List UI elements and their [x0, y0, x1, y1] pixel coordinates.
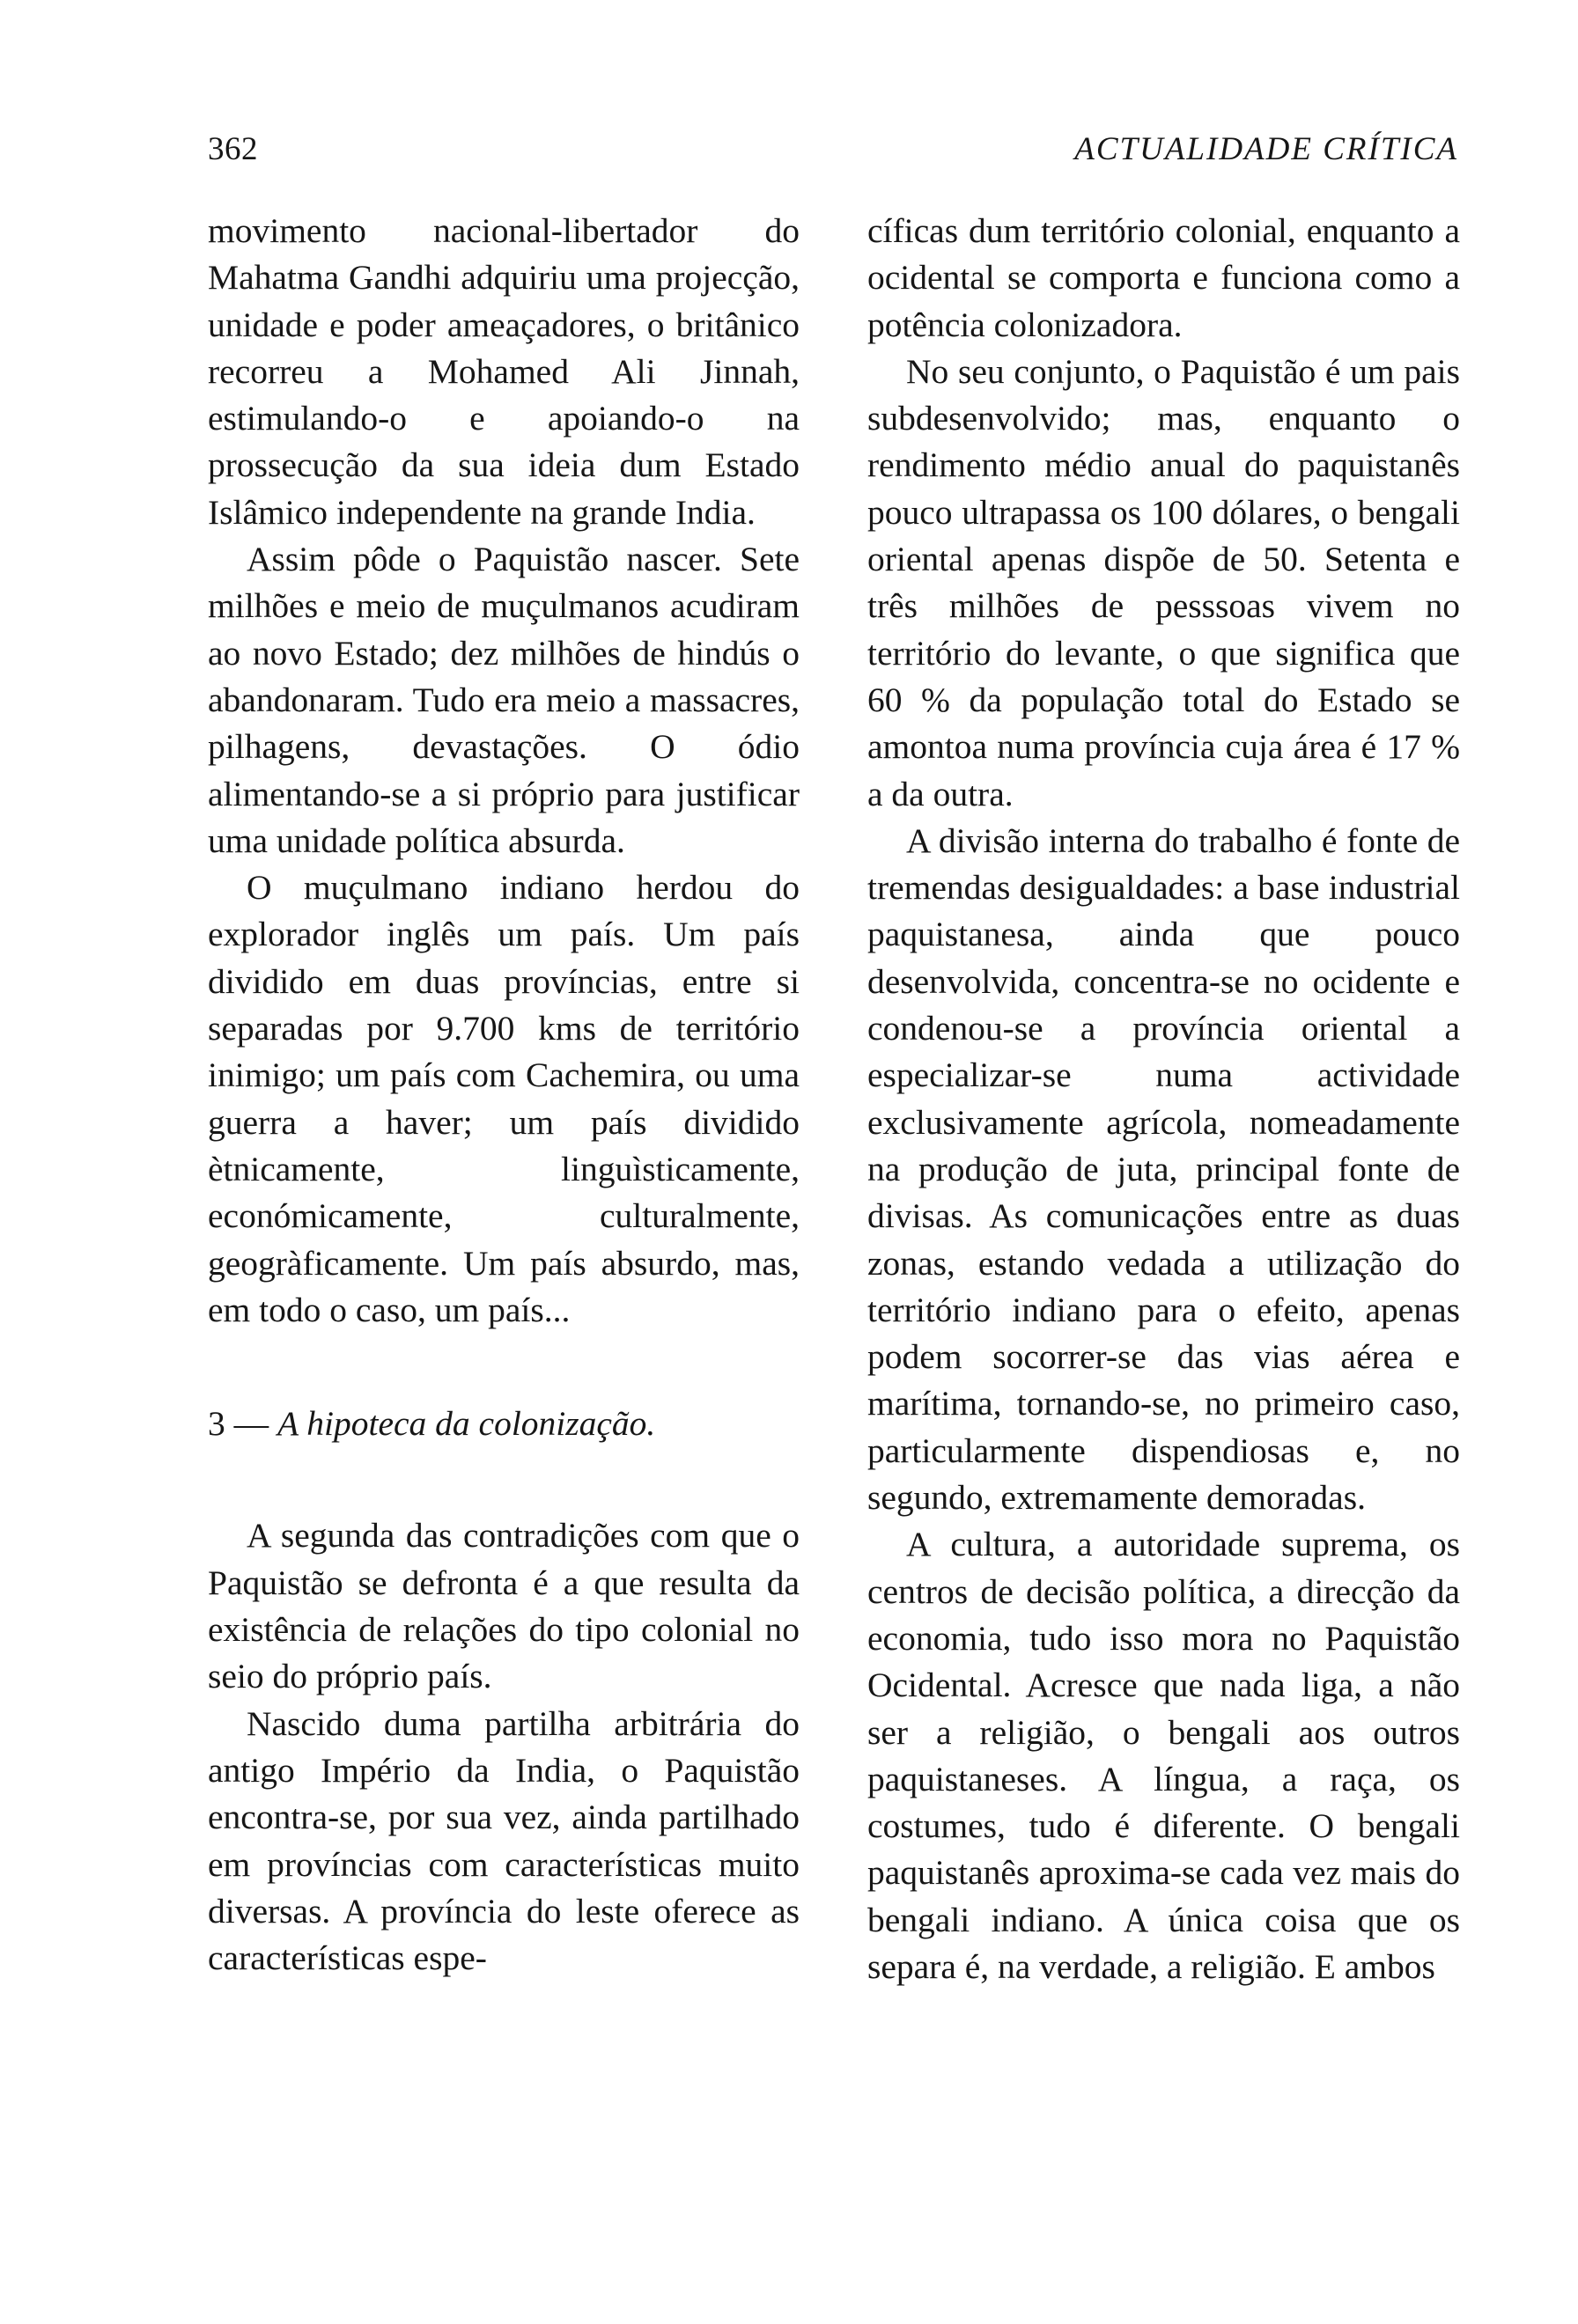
paragraph: A divisão interna do trabalho é fonte de tremendas desigualdades: a base industrial paquistanesa, ainda que pouco desenvolvida, concentra-se no ocidente e condenou-se a província oriental a especializar-se numa actividade exclusivamente agrícola, nomeadamente na produção de juta, principal fonte de divisas. As comunicações entre as duas zonas, estando vedada a utilização do território indiano para o efeito, apenas podem socorrer-se das vias aérea e marítima, tornando-se, no primeiro caso, particularmente dispendiosas e, no segundo, extremamente demoradas.: [867, 820, 1460, 1518]
paragraph: cíficas dum território colonial, enquanto a ocidental se comporta e funciona como a potência colonizadora.: [867, 211, 1460, 344]
paragraph: A segunda das contradições com que o Paquistão se defronta é a que resulta da existência de relações do tipo colonial no seio do próprio país.: [208, 1516, 800, 1696]
page-header: [208, 130, 1458, 174]
paragraph: No seu conjunto, o Paquistão é um pais subdesenvolvido; mas, enquanto o rendimento médio anual do paquistanês pouco ultrapassa os 100 dólares, o bengali oriental apenas dispõe de 50. Setenta e três milhões de pesssoas vivem no território do levante, o que significa que 60 % da população total do Estado se amontoa numa província cuja área é 17 % a da outra.: [867, 351, 1460, 813]
paragraph: A cultura, a autoridade suprema, os centros de decisão política, a direcção da economia, tudo isso mora no Paquistão Ocidental. Acresce que nada liga, a não ser a religião, o bengali aos outros paquistaneses. A língua, a raça, os costumes, tudo é diferente. O bengali paquistanês aproxima-se cada vez mais do bengali indiano. A única coisa que os separa é, na verdade, a religião. E ambos: [867, 1525, 1460, 1986]
paragraph: Assim pôde o Paquistão nascer. Sete milhões e meio de muçulmanos acudiram ao novo Estado; dez milhões de hindús o abandonaram. Tudo era meio a massacres, pilhagens, devastações. O ódio alimentando-se a si próprio para justificar uma unidade política absurda.: [208, 540, 800, 860]
right-column: [867, 208, 1460, 1990]
paragraph: Nascido duma partilha arbitrária do antigo Império da India, o Paquistão encontra-se, por sua vez, ainda partilhado em províncias com características muito diversas. A província do leste oferece as características espe-: [208, 1703, 800, 1978]
paragraph: O muçulmano indiano herdou do explorador inglês um país. Um país dividido em duas províncias, entre si separadas por 9.700 kms de território inimigo; um país com Cachemira, ou uma guerra a haver; um país dividido ètnicamente, linguìsticamente, económicamente, culturalmente, geogràficamente. Um país absurdo, mas, em todo o caso, um país...: [208, 868, 800, 1329]
running-title: ACTUALIDADE CRÍTICA: [1074, 131, 1458, 167]
left-column: [208, 208, 800, 1982]
paragraph: movimento nacional-libertador do Mahatma Gandhi adquiriu uma projecção, unidade e poder ameaçadores, o britânico recorreu a Mohamed Ali Jinnah, estimulando-o e apoiando-o na prossecução da sua ideia dum Estado Islâmico independente na grande India.: [208, 211, 800, 532]
page-number: 362: [208, 131, 258, 167]
section-title: A hipoteca da colonização.: [277, 1404, 656, 1444]
section-number: 3 —: [208, 1404, 277, 1444]
section-heading: [208, 1401, 800, 1447]
